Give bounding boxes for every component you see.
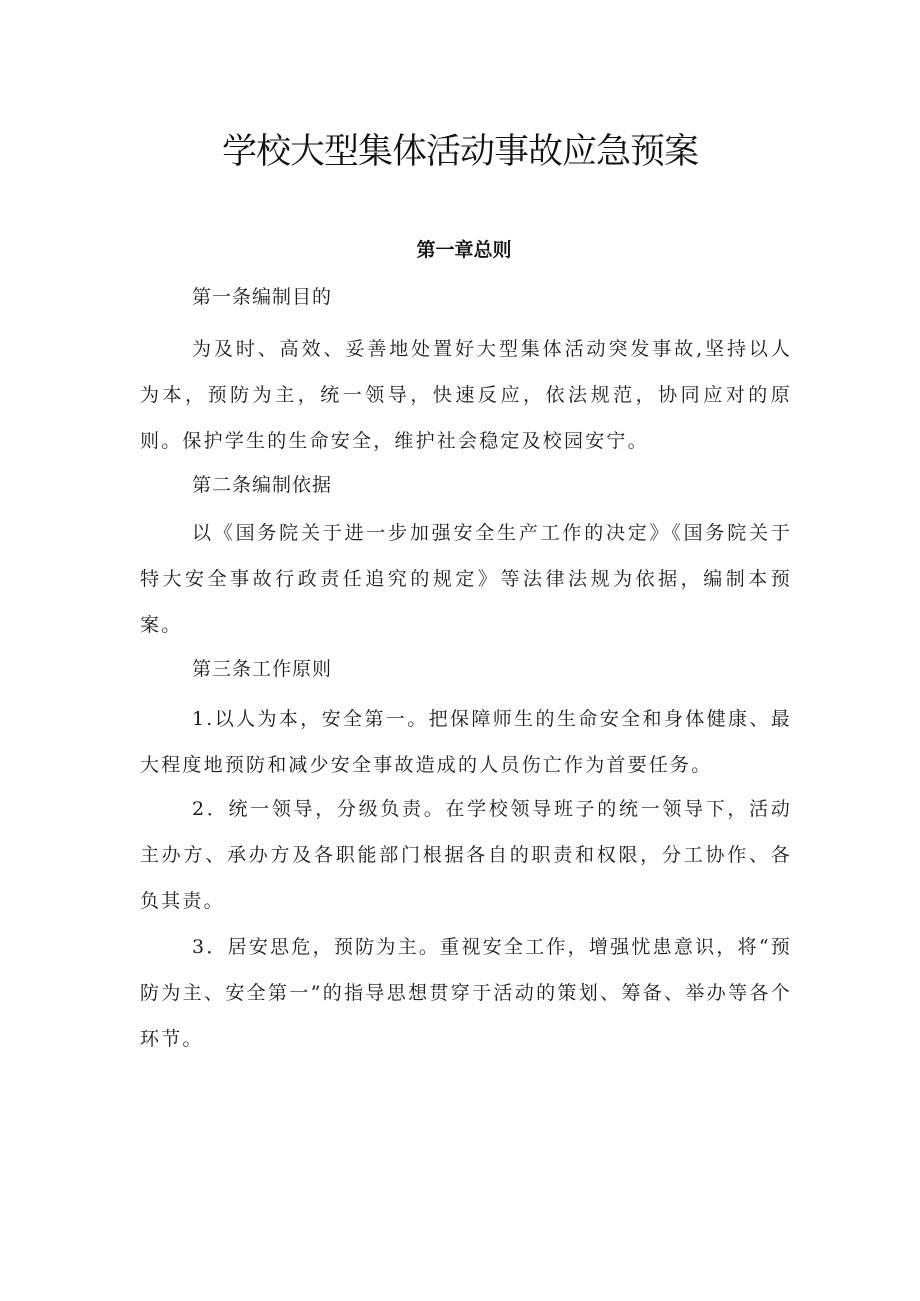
section-3-item-1: 1.以人为本，安全第一。把保障师生的生命安全和身体健康、最大程度地预防和减少安全事故造成的人员伤亡作为首要任务。 xyxy=(140,708,792,776)
section-3-item-3: 3．居安思危，预防为主。重视安全工作，增强忧患意识，将“预防为主、安全第一”的指导思想贯穿于活动的策划、筹备、举办等各个环节。 xyxy=(140,936,792,1050)
section-3-item-2: 2．统一领导，分级负责。在学校领导班子的统一领导下，活动主办方、承办方及各职能部门根据各自的职责和权限，分工协作、各负其责。 xyxy=(140,798,792,912)
section-1-heading: 第一条编制目的 xyxy=(192,286,333,308)
section-2-paragraph: 以《国务院关于进一步加强安全生产工作的决定》《国务院关于特大安全事故行政责任追究的规定》等法律法规为依据，编制本预案。 xyxy=(140,522,792,636)
section-1-paragraph: 为及时、高效、妥善地处置好大型集体活动突发事故,坚持以人为本，预防为主，统一领导，快速反应，依法规范，协同应对的原则。保护学生的生命安全，维护社会稳定及校园安宁。 xyxy=(140,338,792,452)
chapter-title: 第一章总则 xyxy=(416,239,512,261)
section-2-heading: 第二条编制依据 xyxy=(192,474,333,496)
section-3-heading: 第三条工作原则 xyxy=(192,658,333,680)
document-title: 学校大型集体活动事故应急预案 xyxy=(221,132,698,172)
